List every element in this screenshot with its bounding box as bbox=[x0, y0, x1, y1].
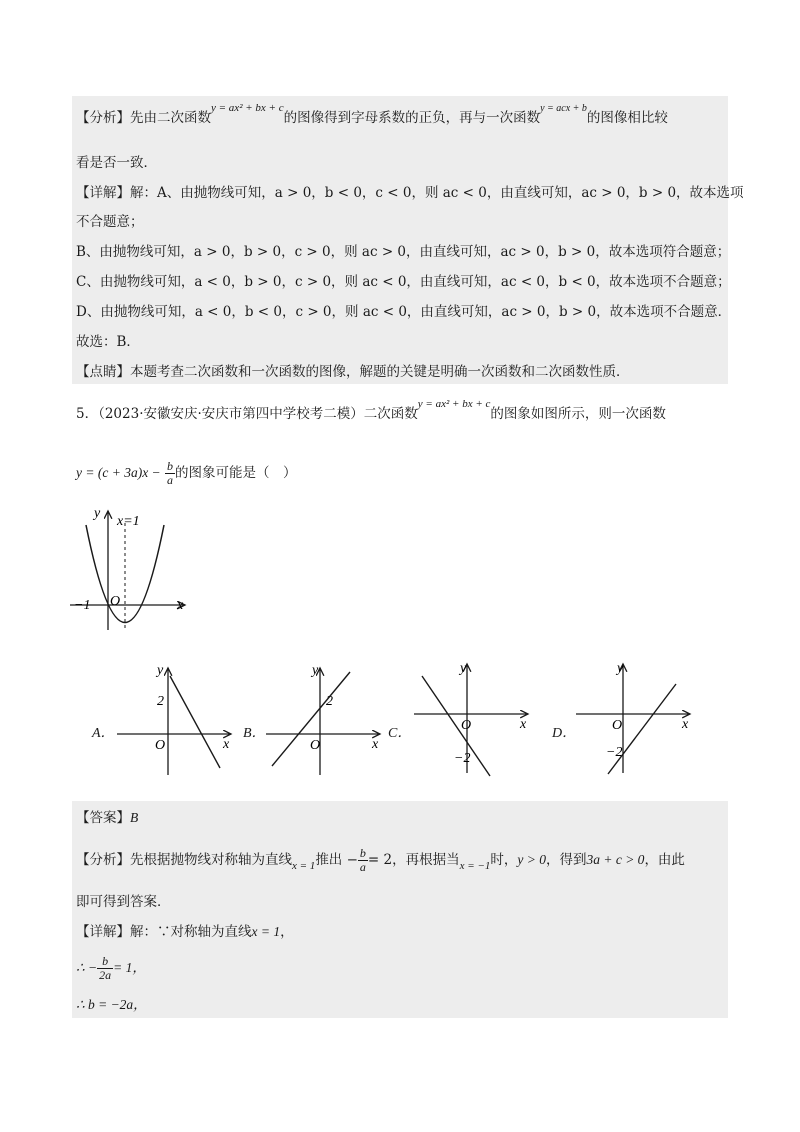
svg-text:O: O bbox=[612, 718, 623, 733]
comment-line: 【点睛】本题考查二次函数和一次函数的图像，解题的关键是明确一次函数和二次函数性质． bbox=[76, 364, 630, 380]
detail-label: 【详解】 bbox=[76, 185, 130, 201]
svg-text:y: y bbox=[157, 663, 164, 678]
svg-text:y: y bbox=[460, 661, 467, 676]
analysis-label: 【分析】 bbox=[76, 110, 130, 126]
option-C-label: C． bbox=[388, 726, 412, 741]
step2-line: ∴ b = −2a， bbox=[76, 997, 147, 1012]
axis-of-symmetry-label: x=1 bbox=[117, 514, 140, 529]
svg-text:y: y bbox=[312, 663, 319, 678]
question-number: 5． bbox=[76, 406, 99, 422]
detail-line-D: D、由抛物线可知，a < 0，b < 0，c > 0，则 ac < 0，由直线可知，ac > 0，b > 0，故本选项不合题意． bbox=[76, 304, 732, 320]
fraction-b-over-a: $\frac{b}{a}$ bbox=[166, 459, 173, 487]
solution-block-1 bbox=[72, 96, 731, 384]
detail-line-2: 不合题意； bbox=[76, 214, 144, 230]
analysis2-line-2: 即可得到答案． bbox=[76, 894, 171, 910]
formula-linear: y = acx + b bbox=[540, 103, 587, 114]
svg-text:x: x bbox=[682, 717, 689, 732]
answer-label: 【答案】 bbox=[76, 810, 130, 826]
option-C-graph bbox=[410, 658, 540, 778]
step1-line: ∴ − $\frac{b}{2a}$ = 1， bbox=[76, 954, 146, 982]
svg-text:y: y bbox=[617, 661, 624, 676]
minus-one-label: −1 bbox=[74, 598, 91, 613]
y-axis-label: y bbox=[94, 506, 101, 521]
option-D-label: D． bbox=[552, 726, 577, 741]
svg-text:2: 2 bbox=[157, 694, 164, 709]
option-A-graph bbox=[113, 660, 243, 780]
question-formula: y = ax² + bx + c bbox=[417, 398, 491, 410]
svg-text:−2: −2 bbox=[454, 751, 471, 766]
svg-text:−2: −2 bbox=[606, 745, 623, 760]
svg-text:x: x bbox=[372, 737, 379, 752]
question-line: 5．（2023·安徽安庆·安庆市第四中学校考二模）二次函数$^{y = ax^2 + bx + c}$的图象如图所示，则一次函数 bbox=[76, 398, 666, 422]
fraction-b-over-2a: $\frac{b}{2a}$ bbox=[99, 954, 112, 982]
option-D-graph bbox=[572, 658, 702, 778]
svg-text:O: O bbox=[310, 738, 321, 753]
svg-text:O: O bbox=[461, 718, 472, 733]
parabola-graph bbox=[70, 505, 200, 640]
question-line-2: y = (c + 3a)x − $\frac{b}{a}$ 的图象可能是（ ） bbox=[76, 459, 297, 487]
detail2-line: 【详解】解：∵对称轴为直线x = 1， bbox=[76, 924, 294, 940]
comment-label: 【点睛】 bbox=[76, 364, 130, 380]
choice-line: 故选：B． bbox=[76, 334, 140, 350]
option-B-label: B． bbox=[243, 726, 266, 741]
answer-line bbox=[76, 808, 138, 828]
option-B-graph bbox=[262, 660, 392, 780]
detail-line-C: C、由抛物线可知，a < 0，b > 0，c > 0，则 ac < 0，由直线可知，ac < 0，b < 0，故本选项不合题意； bbox=[76, 274, 731, 290]
analysis2-line: 【分析】先根据抛物线对称轴为直线$_{x = 1}$推出 − $\frac{b}{a}$ = 2，再根据当$_{x = -1}$时，y > 0，得到3a + c > 0，由此 bbox=[76, 846, 685, 874]
fraction-b-over-a-2: $\frac{b}{a}$ bbox=[359, 846, 366, 874]
analysis2-label: 【分析】 bbox=[76, 852, 130, 868]
linear-function: y = (c + 3a)x − bbox=[76, 465, 161, 480]
formula-quadratic: y = ax² + bx + c bbox=[211, 102, 284, 114]
svg-text:x: x bbox=[223, 737, 230, 752]
detail-line: 【详解】解：A、由抛物线可知，a > 0，b < 0，c < 0，则 ac < 0，由直线可知，ac > 0，b > 0，故本选项 bbox=[76, 185, 744, 201]
x-axis-label: x bbox=[177, 598, 184, 613]
answer-value: B bbox=[130, 810, 139, 825]
svg-text:x: x bbox=[520, 717, 527, 732]
option-A-label: A． bbox=[92, 726, 115, 741]
analysis-line: 【分析】先由二次函数$^{y = ax^2 + bx + c}$的图像得到字母系数的正负，再与一次函数$^{y = acx + b}$的图像相比较 bbox=[76, 102, 668, 126]
detail-line-B: B、由抛物线可知，a > 0，b > 0，c > 0，则 ac > 0，由直线可知，ac > 0，b > 0，故本选项符合题意； bbox=[76, 244, 731, 260]
svg-text:2: 2 bbox=[326, 694, 333, 709]
analysis-line-2: 看是否一致． bbox=[76, 155, 157, 171]
question-source: （2023·安徽安庆·安庆市第四中学校考二模）二次函数 bbox=[98, 406, 418, 422]
svg-text:O: O bbox=[155, 738, 166, 753]
detail2-label: 【详解】 bbox=[76, 924, 130, 940]
origin-label: O bbox=[110, 594, 121, 609]
option-A-line bbox=[170, 676, 220, 768]
